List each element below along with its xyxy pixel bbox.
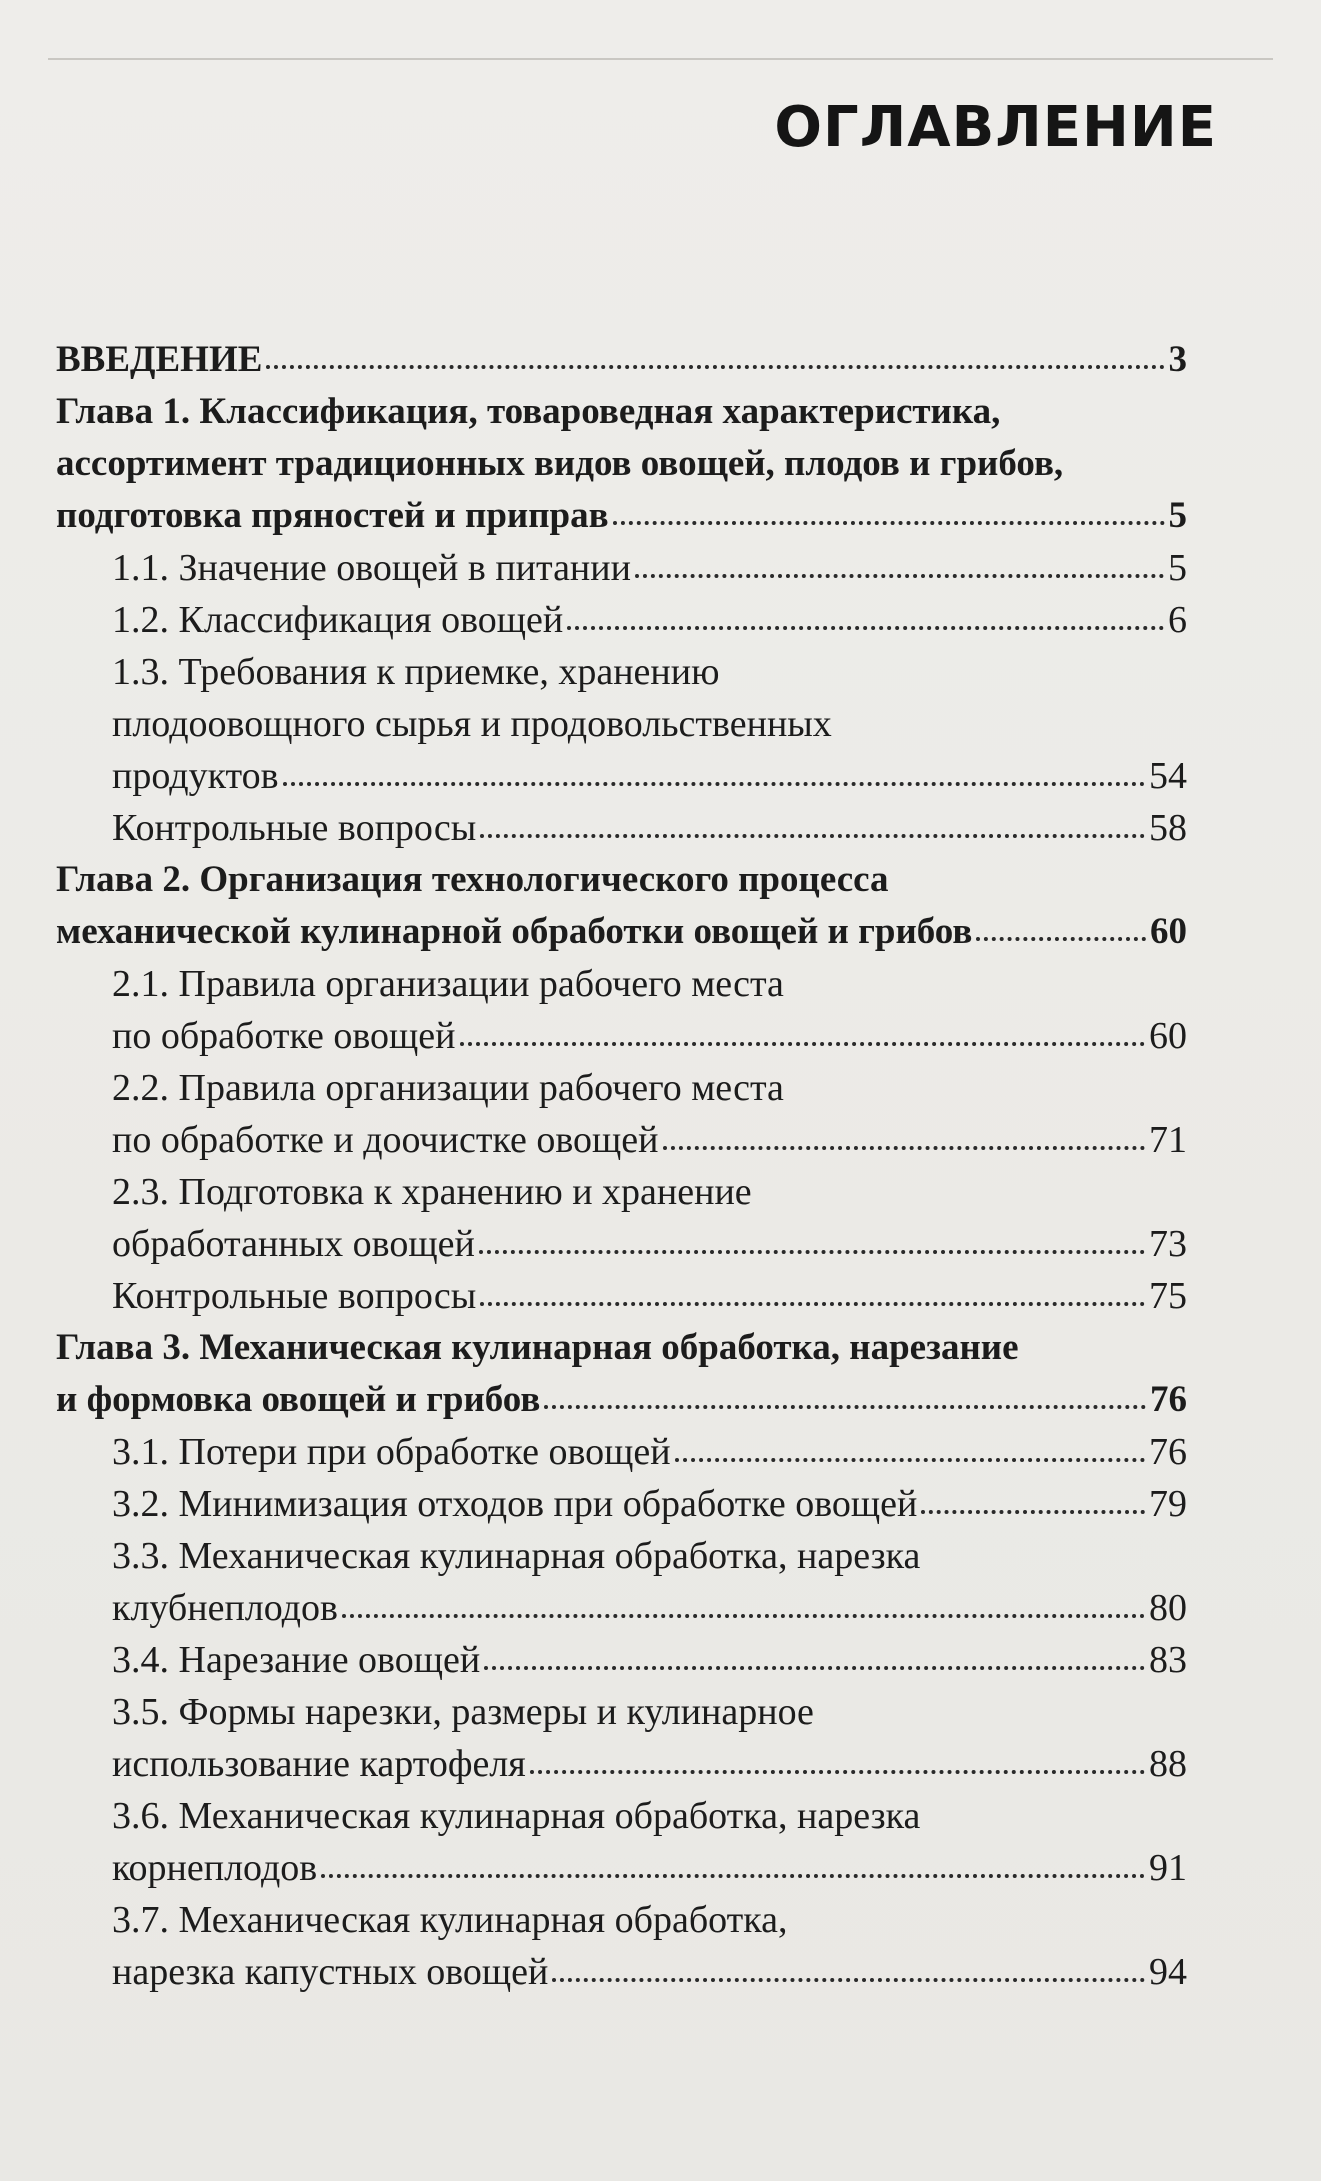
toc-section[interactable] — [56, 542, 1187, 594]
toc-line — [56, 1582, 1187, 1634]
toc-entry-text: 2.2. Правила организации рабочего места — [112, 1067, 784, 1109]
toc-entry-text: Глава 3. Механическая кулинарная обработка, нарезание — [56, 1327, 1019, 1368]
toc-line — [56, 646, 1187, 698]
toc-entry-text: 3.3. Механическая кулинарная обработка, нарезка — [112, 1535, 921, 1577]
dot-leader — [321, 1870, 1145, 1878]
toc-section[interactable] — [56, 1894, 1187, 1998]
toc-line — [56, 1010, 1187, 1062]
toc-page-number: 75 — [1149, 1275, 1187, 1317]
toc-line — [56, 1842, 1187, 1894]
toc-page-number: 80 — [1149, 1587, 1187, 1629]
toc-line — [56, 1738, 1187, 1790]
toc-entry-text: Глава 1. Классификация, товароведная характеристика, — [56, 391, 1001, 432]
toc-line — [56, 1322, 1187, 1374]
toc-entry-text: продуктов — [112, 755, 279, 797]
toc-line — [56, 802, 1187, 854]
toc-line — [56, 594, 1187, 646]
toc-page-number: 3 — [1168, 339, 1187, 380]
toc-page-number: 60 — [1149, 1015, 1187, 1057]
toc-page-number: 76 — [1149, 1431, 1187, 1473]
toc-line — [56, 1478, 1187, 1530]
toc-line — [56, 1946, 1187, 1998]
toc-page-number: 79 — [1149, 1483, 1187, 1525]
toc-line — [56, 854, 1187, 906]
toc-page-number: 76 — [1150, 1379, 1187, 1420]
toc-line — [56, 334, 1187, 386]
dot-leader — [283, 778, 1145, 786]
toc-entry-text: 2.1. Правила организации рабочего места — [112, 963, 784, 1005]
toc-line — [56, 1114, 1187, 1166]
toc-line — [56, 1166, 1187, 1218]
toc-entry-text: ассортимент традиционных видов овощей, плодов и грибов, — [56, 443, 1064, 484]
toc-entry-text: и формовка овощей и грибов — [56, 1379, 541, 1420]
dot-leader — [921, 1506, 1145, 1514]
toc-line — [56, 1790, 1187, 1842]
toc-entry-text: подготовка пряностей и приправ — [56, 495, 609, 536]
toc-line — [56, 1426, 1187, 1478]
toc-section[interactable] — [56, 1790, 1187, 1894]
toc-page-number: 5 — [1168, 547, 1187, 589]
toc-chapter[interactable] — [56, 1322, 1187, 1426]
toc-chapter[interactable] — [56, 334, 1187, 386]
toc-entry-text: нарезка капустных овощей — [112, 1951, 549, 1993]
toc-page-number: 88 — [1149, 1743, 1187, 1785]
toc-line — [56, 958, 1187, 1010]
dot-leader — [480, 1298, 1145, 1306]
dot-leader — [484, 1662, 1145, 1670]
dot-leader — [342, 1610, 1145, 1618]
toc-line — [56, 1062, 1187, 1114]
dot-leader — [479, 1246, 1145, 1254]
toc-page-number: 5 — [1168, 495, 1187, 536]
table-of-contents — [56, 334, 1187, 1998]
toc-page-number: 54 — [1149, 755, 1187, 797]
dot-leader — [675, 1454, 1145, 1462]
toc-section[interactable] — [56, 1166, 1187, 1270]
toc-entry-text: Контрольные вопросы — [112, 807, 477, 849]
toc-page-number: 6 — [1168, 599, 1187, 641]
header-rule — [48, 58, 1273, 60]
toc-section[interactable] — [56, 1426, 1187, 1478]
toc-line — [56, 906, 1187, 958]
toc-line — [56, 1270, 1187, 1322]
toc-entry-text: 3.1. Потери при обработке овощей — [112, 1431, 671, 1473]
toc-page-number: 94 — [1149, 1951, 1187, 1993]
toc-line — [56, 490, 1187, 542]
dot-leader — [567, 622, 1164, 630]
toc-page-number: 91 — [1149, 1847, 1187, 1889]
toc-chapter[interactable] — [56, 386, 1187, 542]
toc-entry-text: механической кулинарной обработки овощей и грибов — [56, 911, 973, 952]
toc-line — [56, 1634, 1187, 1686]
toc-section[interactable] — [56, 1530, 1187, 1634]
toc-line — [56, 698, 1187, 750]
toc-entry-text: Контрольные вопросы — [112, 1275, 477, 1317]
toc-line — [56, 542, 1187, 594]
toc-entry-text: 1.1. Значение овощей в питании — [112, 547, 631, 589]
toc-section[interactable] — [56, 958, 1187, 1062]
toc-section[interactable] — [56, 802, 1187, 854]
toc-entry-text: использование картофеля — [112, 1743, 526, 1785]
toc-line — [56, 1374, 1187, 1426]
toc-entry-text: по обработке овощей — [112, 1015, 456, 1057]
dot-leader — [530, 1766, 1145, 1774]
toc-entry-text: ВВЕДЕНИЕ — [56, 339, 263, 380]
toc-page-number: 60 — [1150, 911, 1187, 952]
toc-page-number: 83 — [1149, 1639, 1187, 1681]
toc-entry-text: 1.3. Требования к приемке, хранению — [112, 651, 720, 693]
toc-line — [56, 438, 1187, 490]
toc-line — [56, 1218, 1187, 1270]
toc-page-number: 71 — [1149, 1119, 1187, 1161]
dot-leader — [976, 933, 1146, 941]
dot-leader — [460, 1038, 1145, 1046]
dot-leader — [552, 1974, 1145, 1982]
toc-section[interactable] — [56, 1270, 1187, 1322]
toc-entry-text: 3.5. Формы нарезки, размеры и кулинарное — [112, 1691, 814, 1733]
toc-section[interactable] — [56, 1062, 1187, 1166]
toc-entry-text: 3.7. Механическая кулинарная обработка, — [112, 1899, 788, 1941]
toc-entry-text: корнеплодов — [112, 1847, 318, 1889]
toc-page-number: 73 — [1149, 1223, 1187, 1265]
dot-leader — [663, 1142, 1146, 1150]
toc-section[interactable] — [56, 594, 1187, 646]
dot-leader — [266, 361, 1164, 369]
toc-line — [56, 1686, 1187, 1738]
toc-line — [56, 750, 1187, 802]
toc-entry-text: 3.4. Нарезание овощей — [112, 1639, 481, 1681]
toc-entry-text: 3.6. Механическая кулинарная обработка, нарезка — [112, 1795, 921, 1837]
toc-line — [56, 386, 1187, 438]
toc-section[interactable] — [56, 646, 1187, 802]
toc-line — [56, 1530, 1187, 1582]
toc-entry-text: по обработке и доочистке овощей — [112, 1119, 659, 1161]
toc-chapter[interactable] — [56, 854, 1187, 958]
toc-entry-text: обработанных овощей — [112, 1223, 475, 1265]
page-title: ОГЛАВЛЕНИЕ — [774, 95, 1217, 160]
toc-entry-text: 2.3. Подготовка к хранению и хранение — [112, 1171, 752, 1213]
toc-page-number: 58 — [1149, 807, 1187, 849]
toc-entry-text: Глава 2. Организация технологического процесса — [56, 859, 889, 900]
dot-leader — [480, 830, 1145, 838]
toc-entry-text: 3.2. Минимизация отходов при обработке овощей — [112, 1483, 918, 1525]
toc-section[interactable] — [56, 1634, 1187, 1686]
toc-section[interactable] — [56, 1686, 1187, 1790]
toc-entry-text: плодоовощного сырья и продовольственных — [112, 703, 832, 745]
toc-section[interactable] — [56, 1478, 1187, 1530]
toc-line — [56, 1894, 1187, 1946]
dot-leader — [544, 1401, 1146, 1409]
dot-leader — [613, 517, 1165, 525]
toc-entry-text: 1.2. Классификация овощей — [112, 599, 564, 641]
toc-entry-text: клубнеплодов — [112, 1587, 338, 1629]
dot-leader — [635, 570, 1164, 578]
